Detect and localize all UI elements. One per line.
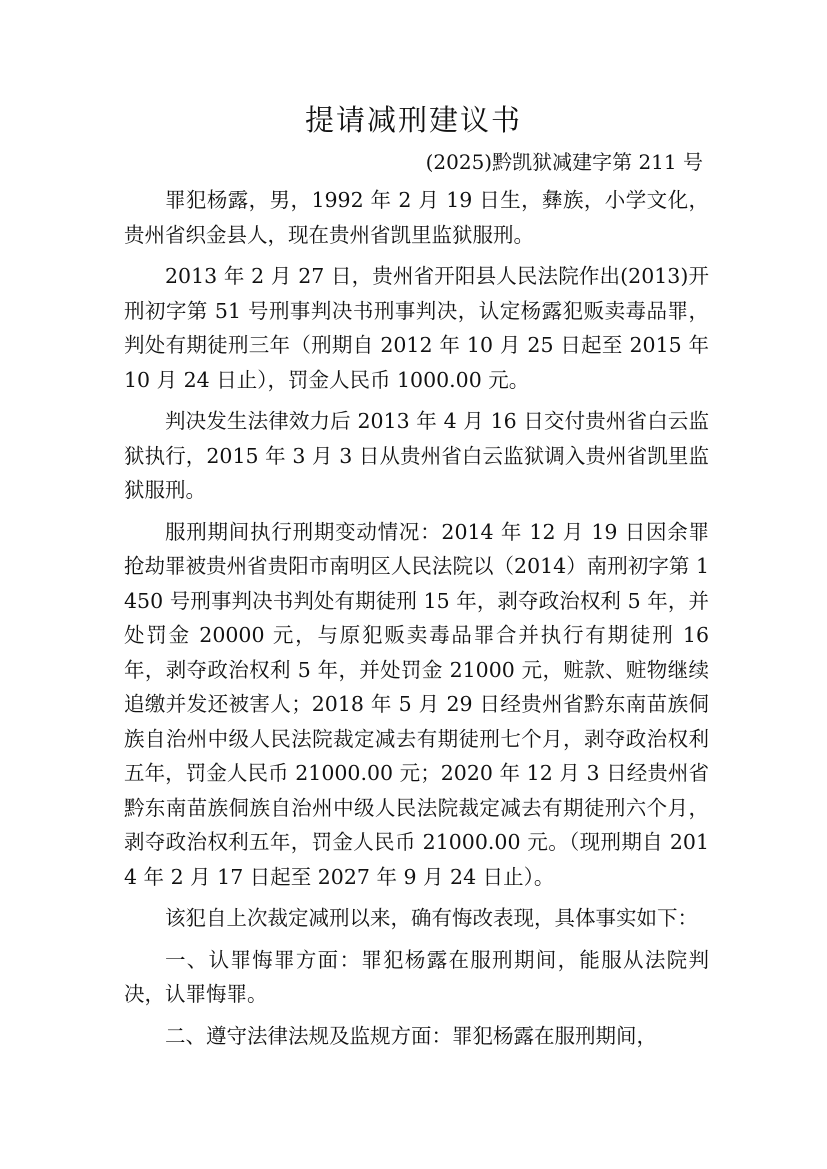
paragraph-sentence-changes: 服刑期间执行刑期变动情况：2014 年 12 月 19 日因余罪抢劫罪被贵州省贵阳市南明区人民法院以（2014）南刑初字第 1450 号刑事判决书判处有期徒刑 15 年，剥夺政治权利 5 年，并处罚金 20000 元，与原犯贩卖毒品罪合并执行有期徒刑 16 年，剥夺政治权利 5 年，并处罚金 21000 元，赃款、赃物继续追缴并发还被害人；2018 年 5 月 29 日经贵州省黔东南苗族侗族自治州中级人民法院裁定减去有期徒刑七个月，剥夺政治权利五年，罚金人民币 21000.00 元；2020 年 12 月 3 日经贵州省黔东南苗族侗族自治州中级人民法院裁定减去有期徒刑六个月，剥夺政治权利五年，罚金人民币 21000.00 元。（现刑期自 2014 年 2 月 17 日起至 2027 年 9 月 24 日止）。 [124,519,709,889]
paragraph-repentance-intro: 该犯自上次裁定减刑以来，确有悔改表现，具体事实如下： [165,906,698,930]
paragraph-prisoner-info: 罪犯杨露，男，1992 年 2 月 19 日生，彝族，小学文化，贵州省织金县人，现在贵州省凯里监狱服刑。 [124,188,709,247]
paragraph-custody-transfer: 判决发生法律效力后 2013 年 4 月 16 日交付贵州省白云监狱执行，2015 年 3 月 3 日从贵州省白云监狱调入贵州省凯里监狱服刑。 [124,409,709,502]
document-title: 提请减刑建议书 [304,103,522,137]
paragraph-admission-of-guilt: 一、认罪悔罪方面：罪犯杨露在服刑期间，能服从法院判决，认罪悔罪。 [124,947,709,1006]
document-body [124,183,709,1060]
paragraph-original-judgment: 2013 年 2 月 27 日，贵州省开阳县人民法院作出(2013)开刑初字第 51 号刑事判决书刑事判决，认定杨露犯贩卖毒品罪，判处有期徒刑三年（刑期自 2012 年 10 月 25 日起至 2015 年 10 月 24 日止），罚金人民币 1000.00 元。 [124,264,709,392]
paragraph-law-compliance: 二、遵守法律法规及监规方面：罪犯杨露在服刑期间， [165,1023,657,1048]
document-number: (2025)黔凯狱减建字第 211 号 [425,150,703,174]
